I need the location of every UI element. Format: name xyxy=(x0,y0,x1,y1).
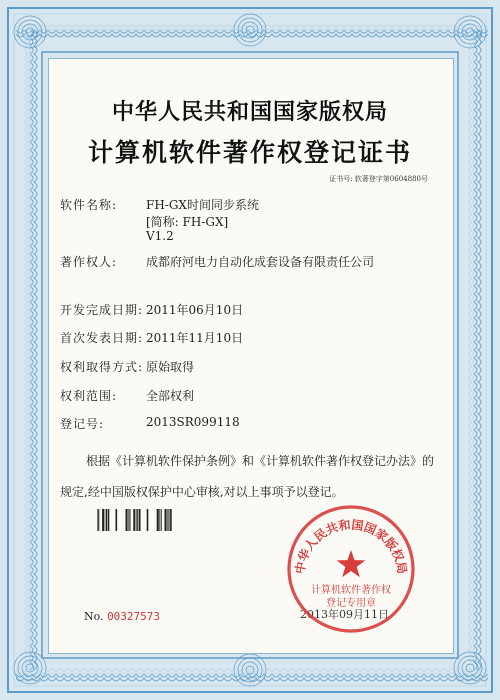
seal-line-1: 计算机软件著作权 xyxy=(311,585,391,596)
serial-number xyxy=(84,610,160,623)
body-text-line-2: 规定,经中国版权保护中心审核,对以上事项予以登记。 xyxy=(60,485,344,499)
field-value-acquisition: 原始取得 xyxy=(146,360,195,374)
issue-date: 2013年09月11日 xyxy=(300,608,389,621)
field-value-version: V1.2 xyxy=(146,229,174,243)
serial-prefix: No. xyxy=(84,610,104,623)
field-value-dev-date: 2011年06月10日 xyxy=(146,303,244,317)
body-text-line-1: 根据《计算机软件保护条例》和《计算机软件著作权登记办法》的 xyxy=(86,454,435,468)
serial-number-value: 00327573 xyxy=(107,610,161,623)
certificate-number-label: 证书号: xyxy=(329,175,353,183)
certificate-number-value: 软著登字第0604880号 xyxy=(354,175,428,183)
field-value-scope: 全部权利 xyxy=(146,389,195,403)
field-value-publish-date: 2011年11月10日 xyxy=(146,331,244,345)
field-label-software-name: 软件名称: xyxy=(60,198,118,212)
field-label-publish-date: 首次发表日期: xyxy=(60,331,144,345)
certificate-number xyxy=(329,174,428,184)
field-label-acquisition: 权利取得方式: xyxy=(60,360,144,374)
field-value-short-name: [简称: FH-GX] xyxy=(146,215,229,229)
certificate-title: 计算机软件著作权登记证书 xyxy=(87,138,412,167)
official-seal xyxy=(284,502,418,636)
issuing-office: 中华人民共和国国家版权局 xyxy=(111,99,388,125)
field-label-copyright-owner: 著作权人: xyxy=(60,255,118,269)
field-label-dev-date: 开发完成日期: xyxy=(60,303,144,317)
field-value-registration-no: 2013SR099118 xyxy=(146,415,240,429)
field-value-software-name: FH-GX时间同步系统 xyxy=(146,198,259,212)
seal-star-icon xyxy=(337,550,366,577)
field-label-scope: 权利范围: xyxy=(60,389,118,403)
seal-line-2: 登记专用章 xyxy=(326,598,376,609)
seal-ring-text: 中华人民共和国国家版权局 xyxy=(292,517,410,575)
barcode xyxy=(97,509,175,531)
field-value-copyright-owner: 成都府河电力自动化成套设备有限责任公司 xyxy=(146,255,375,269)
field-label-registration-no: 登记号: xyxy=(60,417,105,431)
